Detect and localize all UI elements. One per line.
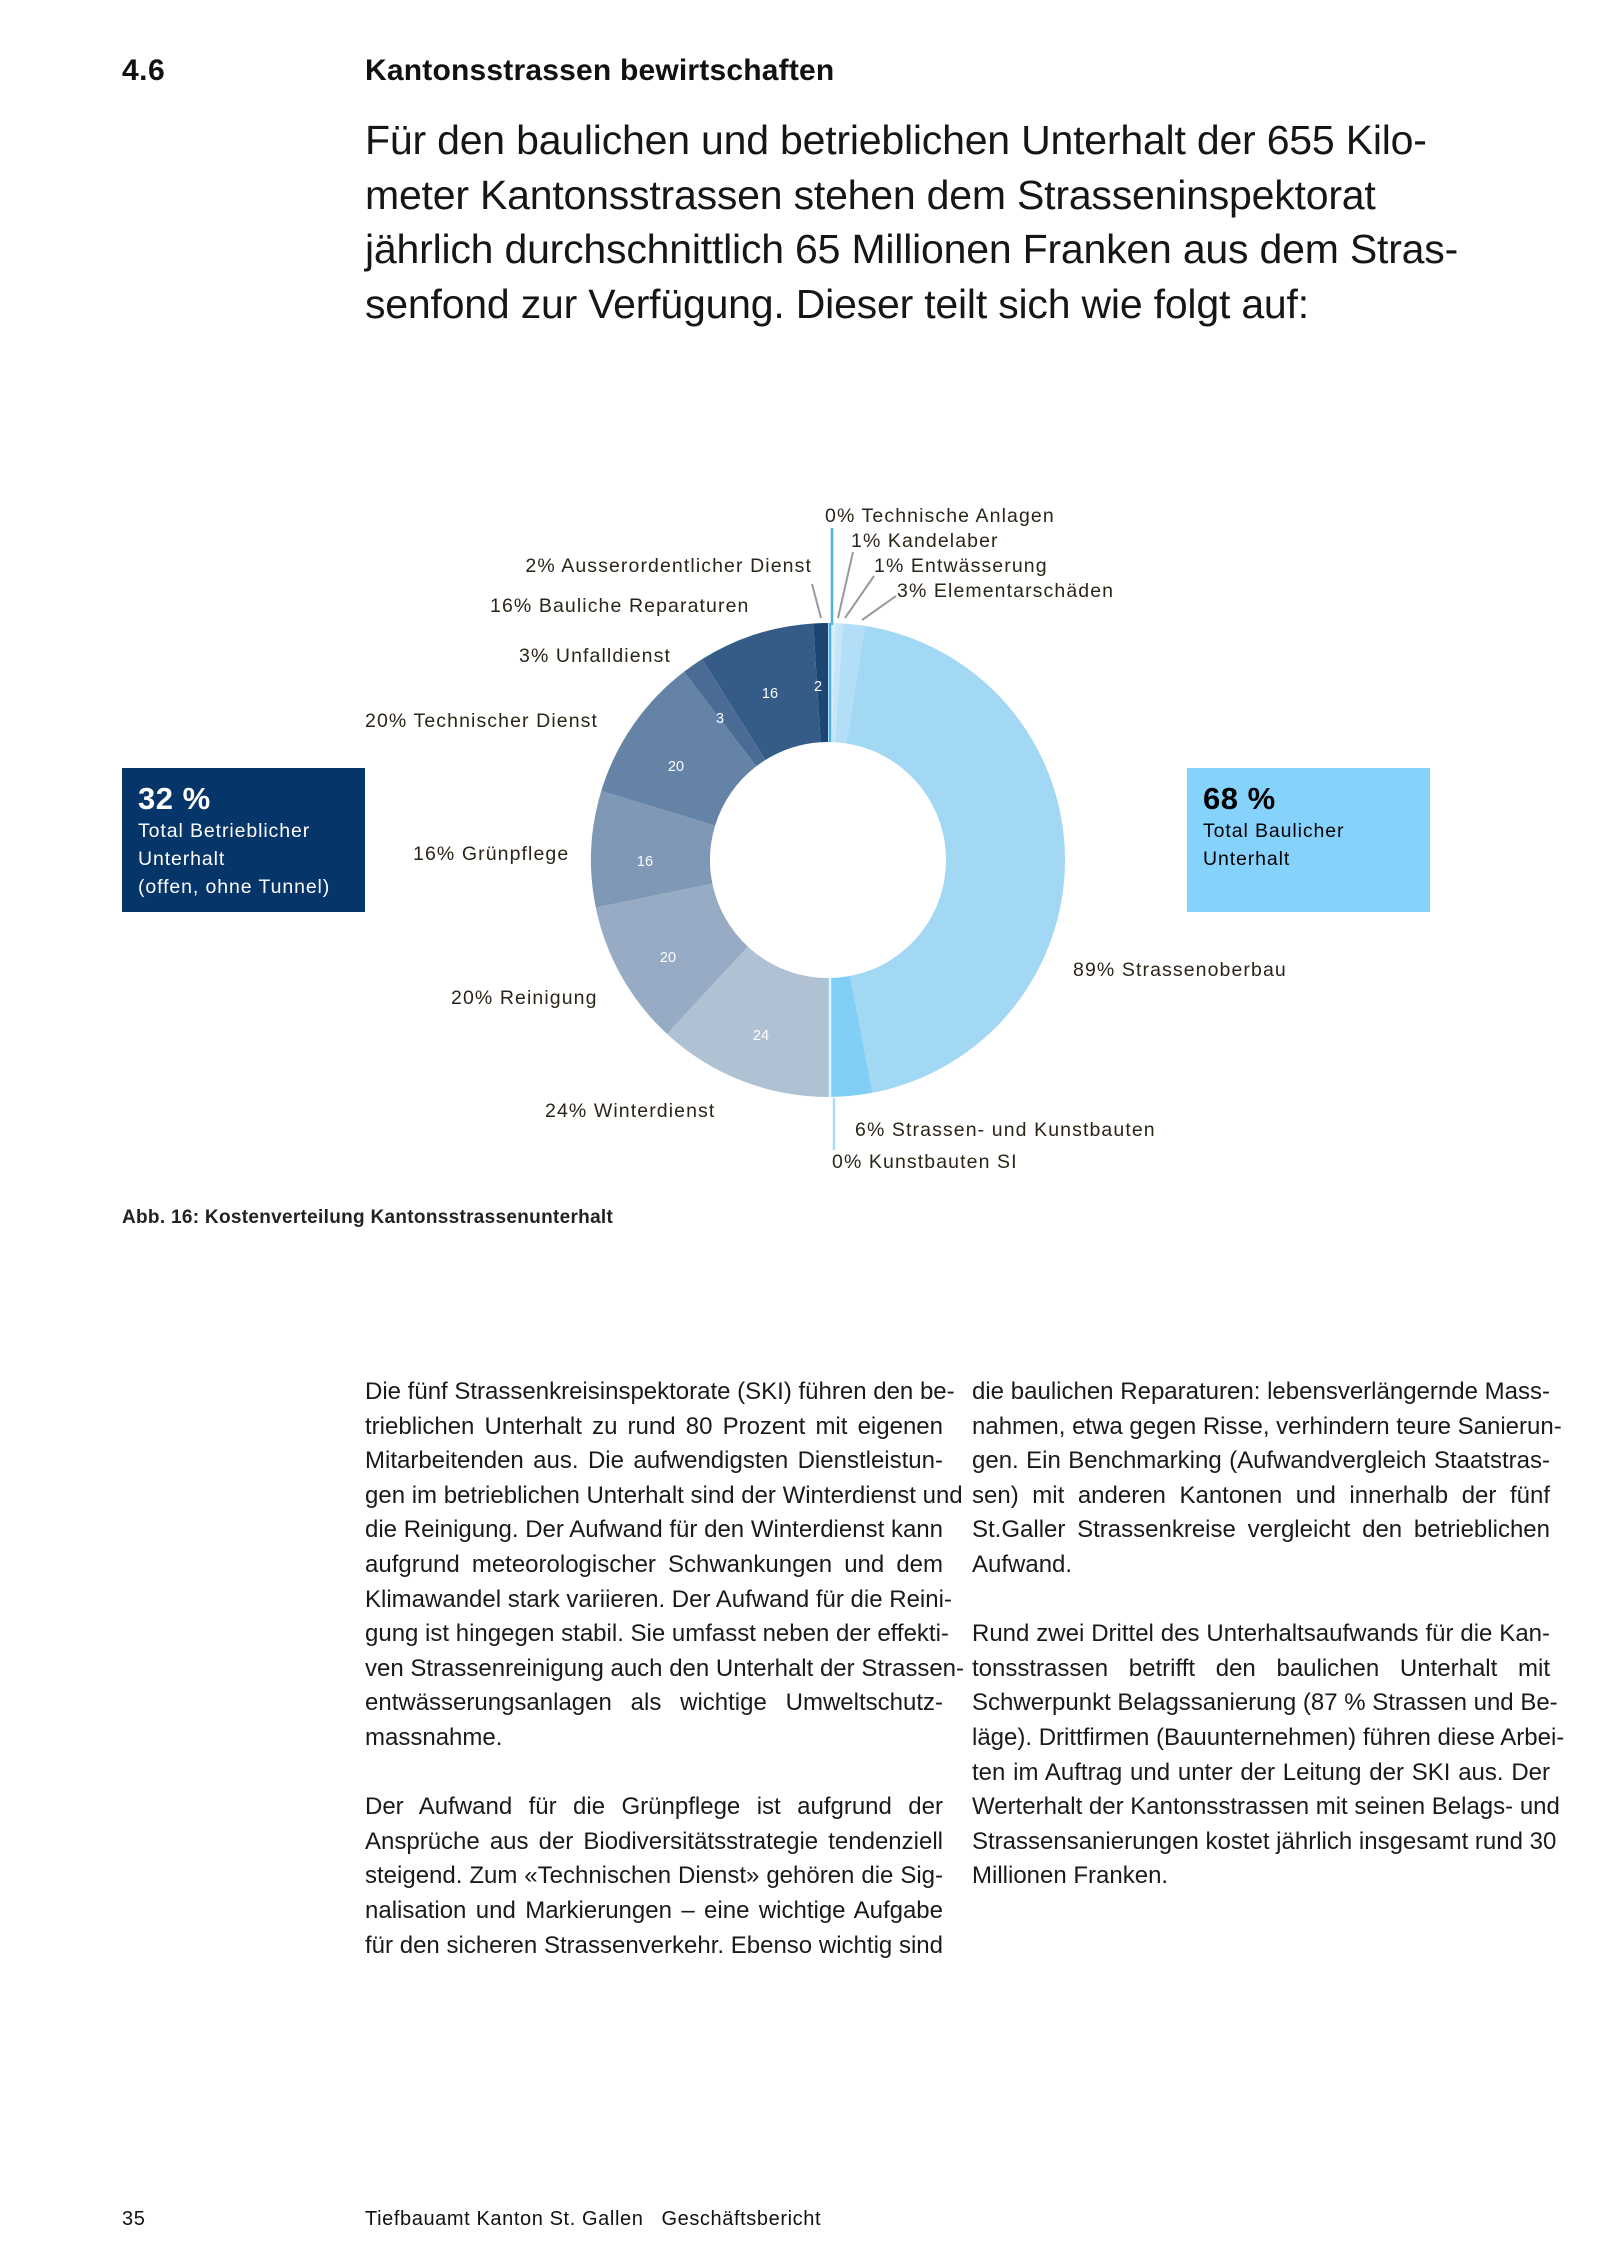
summary-text: Unterhalt	[138, 848, 226, 870]
text-line: gung ist hingegen stabil. Sie umfasst neben der effekti-	[365, 1620, 949, 1648]
paragraph	[365, 1790, 943, 1963]
donut-segments	[591, 623, 1065, 1097]
label-technische-anlagen: 0% Technische Anlagen	[825, 505, 1055, 527]
text-line: Schwerpunkt Belagssanierung (87 % Strassen und Be-	[972, 1689, 1558, 1717]
summary-box-baulich	[1187, 768, 1430, 912]
text-line: Millionen Franken.	[972, 1862, 1169, 1890]
text-line: nalisation und Markierungen – eine wichtige Aufgabe	[365, 1896, 943, 1924]
leader-line-elementarschaeden	[862, 596, 896, 620]
text-line: massnahme.	[365, 1723, 503, 1751]
lead-line: senfond zur Verfügung. Dieser teilt sich wie folgt auf:	[365, 280, 1309, 327]
lead-line: meter Kantonsstrassen stehen dem Strasseninspektorat	[365, 171, 1376, 218]
text-line: für den sicheren Strassenverkehr. Ebenso wichtig sind	[365, 1931, 943, 1959]
paragraph	[365, 1375, 965, 1756]
lead-line: jährlich durchschnittlich 65 Millionen Franken aus dem Stras-	[365, 226, 1459, 272]
footer-publication: Geschäftsbericht	[661, 2208, 822, 2230]
text-line: Ansprüche aus der Biodiversitätsstrategie tendenziell	[365, 1827, 943, 1855]
summary-text: (offen, ohne Tunnel)	[138, 876, 331, 898]
label-strassenoberbau: 89% Strassenoberbau	[1073, 959, 1287, 981]
footer-text	[365, 2208, 821, 2231]
text-line: läge). Drittfirmen (Bauunternehmen) führen diese Arbei-	[972, 1723, 1565, 1751]
text-line: Aufwand.	[972, 1550, 1073, 1578]
text-line: Werterhalt der Kantonsstrassen mit seinen Belags- und	[972, 1793, 1560, 1821]
text-line: entwässerungsanlagen als wichtige Umweltschutz-	[365, 1689, 943, 1717]
body-column-1	[365, 1375, 965, 1998]
label-reinigung: 20% Reinigung	[451, 987, 598, 1009]
text-line: Der Aufwand für die Grünpflege ist aufgrund der	[365, 1793, 943, 1821]
figure-caption: Abb. 16: Kostenverteilung Kantonsstrassenunterhalt	[122, 1207, 614, 1228]
text-line: die baulichen Reparaturen: lebensverlängernde Mass-	[972, 1378, 1550, 1405]
summary-box-betrieblich	[122, 768, 365, 912]
segment-number: 2	[813, 679, 823, 695]
text-line: sen) mit anderen Kantonen und innerhalb der fünf	[972, 1481, 1550, 1509]
section-title: Kantonsstrassen bewirtschaften	[365, 54, 835, 87]
text-line: die Reinigung. Der Aufwand für den Winterdienst kann	[365, 1516, 943, 1544]
page-number: 35	[122, 2208, 146, 2230]
text-line: Die fünf Strassenkreisinspektorate (SKI) führen den be-	[365, 1378, 955, 1405]
segment-number: 24	[752, 1028, 770, 1044]
text-line: gen im betrieblichen Unterhalt sind der Winterdienst und	[365, 1481, 963, 1509]
text-line: tonsstrassen betrifft den baulichen Unterhalt mit	[972, 1654, 1550, 1682]
text-line: nahmen, etwa gegen Risse, verhindern teure Sanierun-	[972, 1412, 1562, 1440]
summary-text: Total Betrieblicher	[138, 820, 311, 842]
segment-number: 16	[761, 686, 779, 702]
lead-line: Für den baulichen und betrieblichen Unterhalt der 655 Kilo-	[365, 117, 1427, 163]
label-unfalldienst: 3% Unfalldienst	[519, 645, 671, 667]
label-strassen-und-kunstbauten: 6% Strassen- und Kunstbauten	[855, 1119, 1156, 1141]
leader-line-ausserordentlicher-dienst	[812, 584, 821, 618]
summary-value: 68 %	[1203, 781, 1276, 816]
label-technischer-dienst: 20% Technischer Dienst	[365, 710, 599, 732]
segment-number: 20	[659, 950, 677, 966]
paragraph	[972, 1375, 1562, 1583]
label-entwaesserung: 1% Entwässerung	[874, 555, 1048, 577]
footer-publisher: Tiefbauamt Kanton St. Gallen	[365, 2208, 644, 2230]
summary-value: 32 %	[138, 781, 211, 816]
segment-number: 3	[715, 711, 725, 727]
label-ausserordentlicher-dienst: 2% Ausserordentlicher Dienst	[525, 555, 812, 577]
text-line: gen. Ein Benchmarking (Aufwandvergleich Staatstras-	[972, 1447, 1550, 1475]
body-column-2	[972, 1375, 1565, 1929]
segment-number: 20	[667, 759, 685, 775]
label-kandelaber: 1% Kandelaber	[851, 530, 999, 552]
summary-text: Total Baulicher	[1203, 820, 1345, 842]
text-line: trieblichen Unterhalt zu rund 80 Prozent mit eigenen	[365, 1412, 943, 1440]
text-line: Klimawandel stark variieren. Der Aufwand für die Reini-	[365, 1585, 952, 1613]
text-line: ven Strassenreinigung auch den Unterhalt der Strassen-	[365, 1654, 965, 1682]
text-line: Mitarbeitenden aus. Die aufwendigsten Dienstleistun-	[365, 1447, 943, 1475]
text-line: steigend. Zum «Technischen Dienst» gehören die Sig-	[365, 1862, 943, 1890]
summary-text: Unterhalt	[1203, 848, 1291, 870]
label-winterdienst: 24% Winterdienst	[545, 1100, 716, 1122]
text-line: Rund zwei Drittel des Unterhaltsaufwands für die Kan-	[972, 1620, 1550, 1648]
text-line: Strassensanierungen kostet jährlich insgesamt rund 30	[972, 1827, 1557, 1855]
section-number: 4.6	[122, 54, 166, 87]
label-bauliche-reparaturen: 16% Bauliche Reparaturen	[490, 595, 750, 617]
text-line: aufgrund meteorologischer Schwankungen und dem	[365, 1550, 943, 1578]
label-gruenpflege: 16% Grünpflege	[413, 843, 570, 865]
text-line: St.Galler Strassenkreise vergleicht den betrieblichen	[972, 1516, 1550, 1544]
lead-paragraph	[365, 113, 1555, 331]
leader-line-kandelaber	[838, 552, 853, 618]
segment-number: 16	[636, 854, 654, 870]
leader-line-entwaesserung	[845, 576, 874, 618]
label-elementarschaeden: 3% Elementarschäden	[897, 580, 1115, 602]
donut-segment-strassenoberbau	[846, 626, 1065, 1093]
label-kunstbauten-si: 0% Kunstbauten SI	[832, 1151, 1018, 1173]
paragraph	[972, 1617, 1565, 1894]
text-line: ten im Auftrag und unter der Leitung der SKI aus. Der	[972, 1758, 1550, 1786]
